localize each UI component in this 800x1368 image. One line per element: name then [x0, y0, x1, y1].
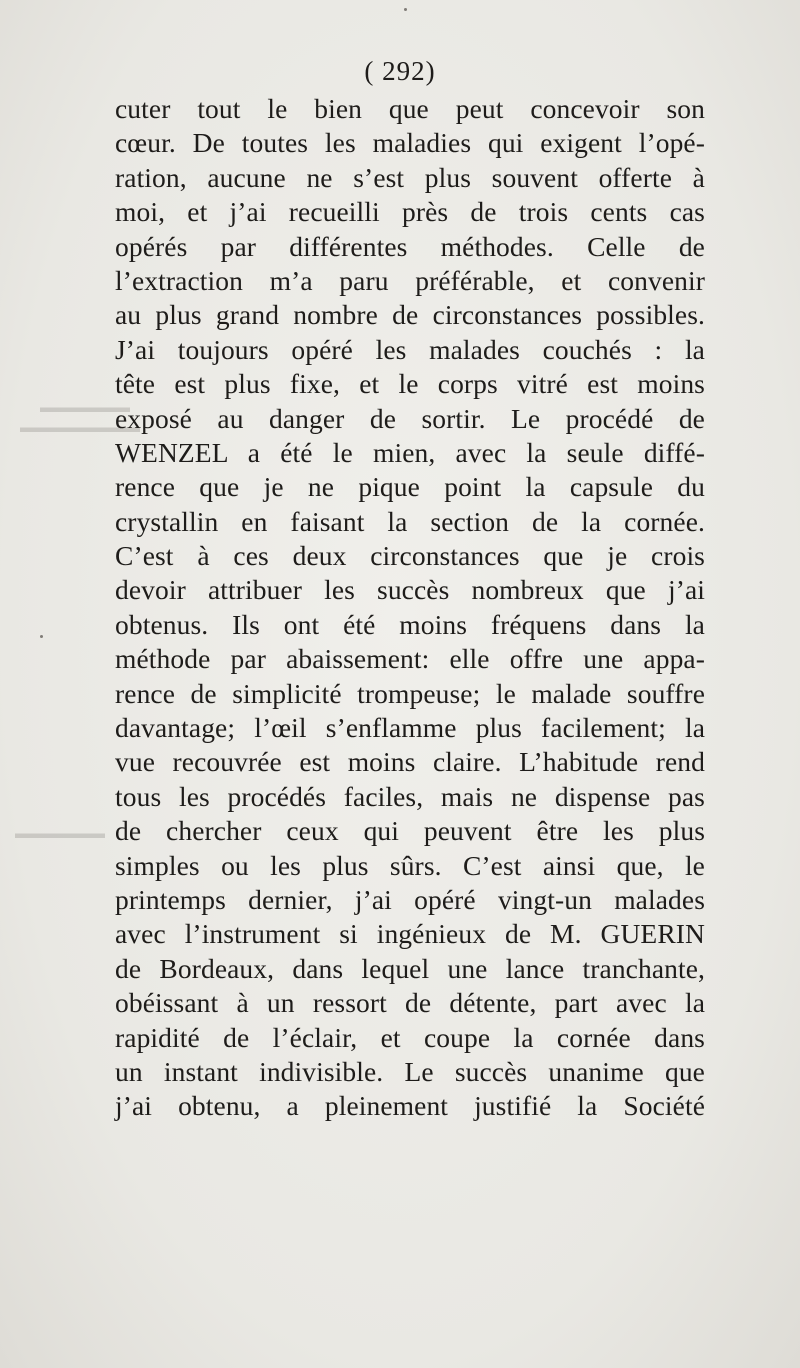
text-line: rence que je ne pique point la capsule du [115, 471, 705, 503]
text-line: méthode par abaissement: elle offre une appa- [115, 643, 705, 675]
text-line: cœur. De toutes les maladies qui exigent l’opé- [115, 127, 705, 159]
text-line: de Bordeaux, dans lequel une lance tranchante, [115, 952, 705, 984]
text-line: printemps dernier, j’ai opéré vingt-un malades [115, 883, 705, 915]
text-line: j’ai obtenu, a pleinement justifié la Société [115, 1090, 705, 1122]
text-line: devoir attribuer les succès nombreux que j’ai [115, 574, 705, 606]
text-line: moi, et j’ai recueilli près de trois cents cas [115, 196, 705, 228]
text-line: C’est à ces deux circonstances que je crois [115, 540, 705, 572]
text-line: rence de simplicité trompeuse; le malade souffre [115, 677, 705, 709]
body-text [115, 92, 705, 1124]
text-line: obtenus. Ils ont été moins fréquens dans la [115, 608, 705, 640]
text-line: vue recouvrée est moins claire. L’habitude rend [115, 746, 705, 778]
text-line: opérés par différentes méthodes. Celle de [115, 230, 705, 262]
text-line: au plus grand nombre de circonstances possibles. [115, 299, 705, 331]
show-through-decoration: ▬▬▬▬▬▬ [40, 400, 130, 416]
text-line: l’extraction m’a paru préférable, et convenir [115, 264, 705, 296]
ink-speck [404, 8, 407, 11]
text-line: J’ai toujours opéré les malades couchés : la [115, 333, 705, 365]
text-line: davantage; l’œil s’enflamme plus facilement; la [115, 712, 705, 744]
text-line: crystallin en faisant la section de la cornée. [115, 505, 705, 537]
ink-speck [40, 635, 43, 638]
text-line: obéissant à un ressort de détente, part avec la [115, 987, 705, 1019]
text-line: cuter tout le bien que peut concevoir son [115, 93, 705, 124]
text-line: ration, aucune ne s’est plus souvent offerte à [115, 161, 705, 193]
text-line: tête est plus fixe, et le corps vitré est moins [115, 368, 705, 400]
text-line: rapidité de l’éclair, et coupe la cornée dans [115, 1021, 705, 1053]
show-through-decoration: ▬▬▬▬▬▬ [15, 826, 105, 842]
text-line: exposé au danger de sortir. Le procédé de [115, 402, 705, 434]
text-line: WENZEL a été le mien, avec la seule diffé- [115, 436, 705, 468]
text-line: de chercher ceux qui peuvent être les plus [115, 815, 705, 847]
page-number: ( 292) [364, 56, 436, 86]
text-line: simples ou les plus sûrs. C’est ainsi que, le [115, 849, 705, 881]
text-line: avec l’instrument si ingénieux de M. GUERIN [115, 918, 705, 950]
text-line: un instant indivisible. Le succès unanime que [115, 1055, 705, 1087]
text-line: tous les procédés faciles, mais ne dispense pas [115, 780, 705, 812]
show-through-decoration: ▬▬▬▬▬▬▬▬ [20, 420, 140, 436]
